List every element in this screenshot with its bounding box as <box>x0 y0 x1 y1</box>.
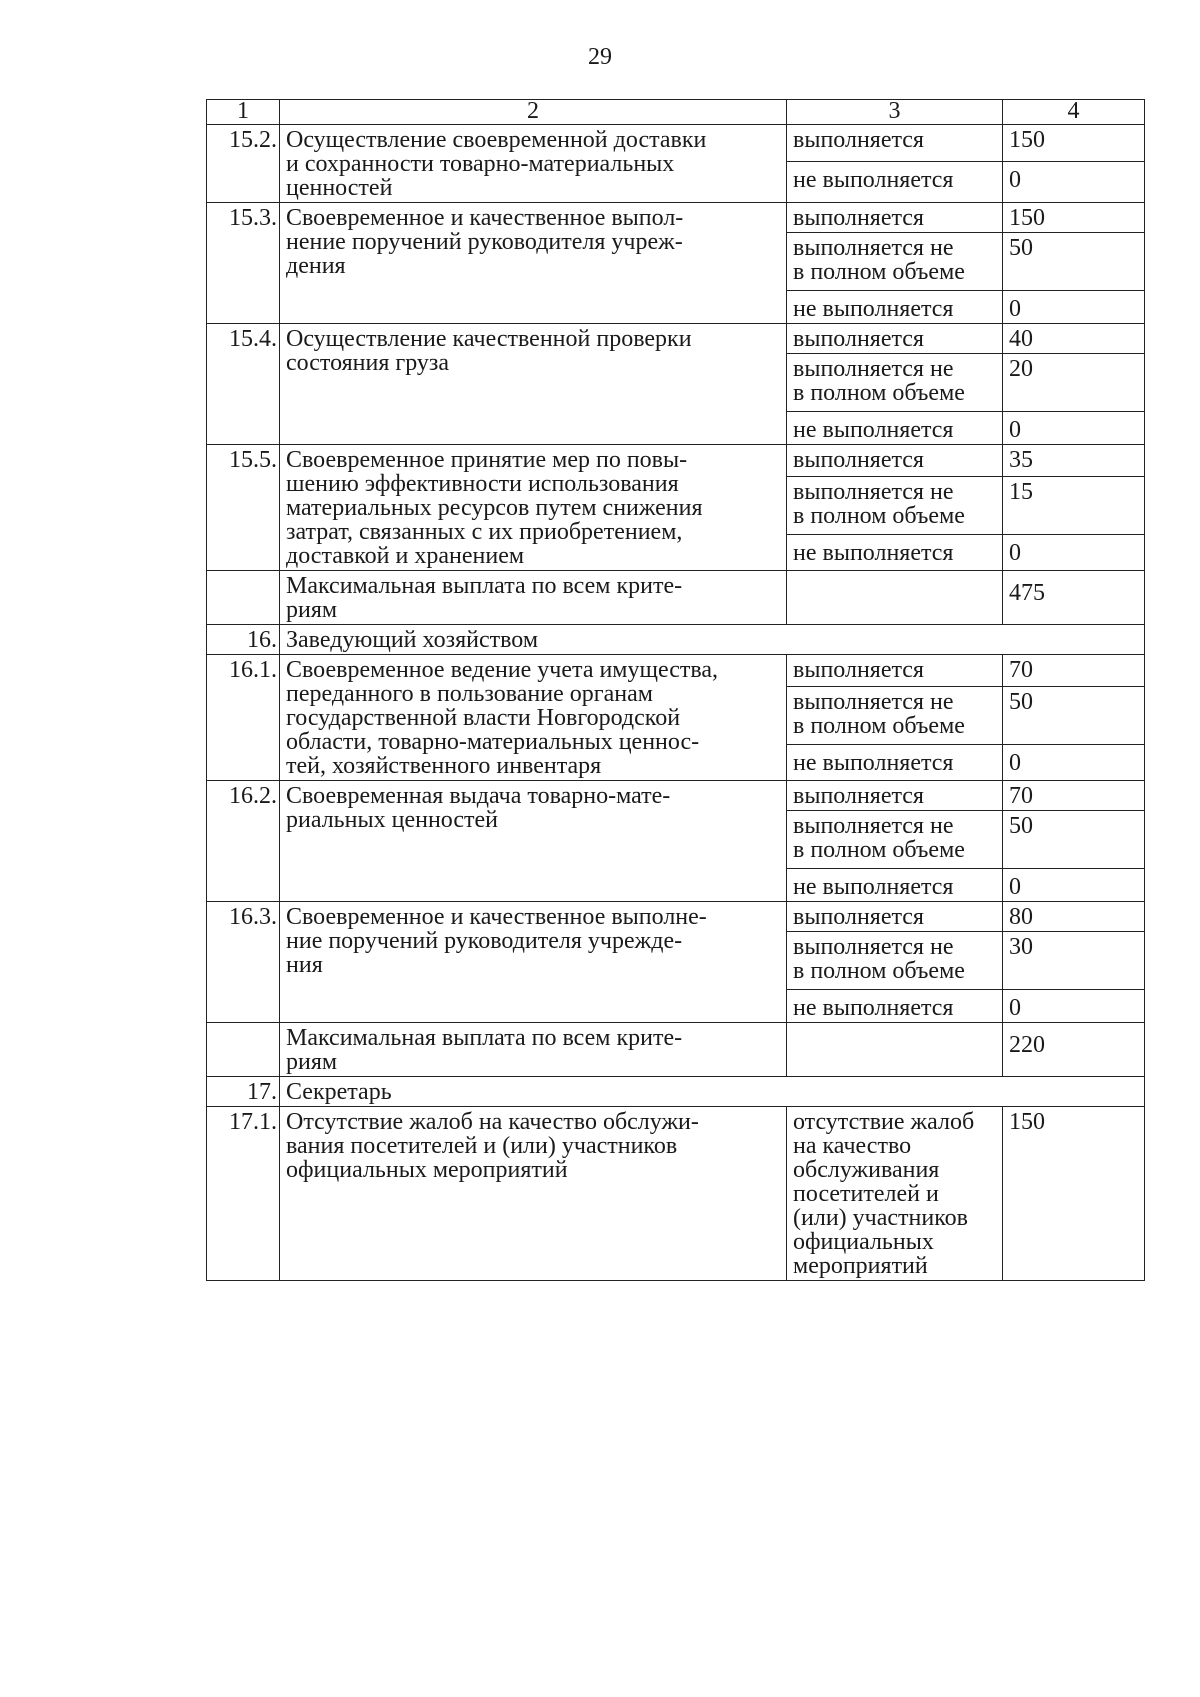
option-value: 70 <box>1003 781 1145 811</box>
section-number: 17. <box>207 1077 280 1107</box>
total-row <box>207 1023 1145 1077</box>
criterion-row <box>207 203 1145 233</box>
section-row <box>207 625 1145 655</box>
total-label: Максимальная выплата по всем крите- риям <box>280 571 787 625</box>
criterion-text: Осуществление качественной проверки состояния груза <box>280 324 787 445</box>
total-row <box>207 571 1145 625</box>
total-value: 220 <box>1003 1023 1145 1077</box>
option-status: выполняется <box>787 324 1003 354</box>
option-status: не выполняется <box>787 535 1003 571</box>
criterion-text: Своевременное и качественное выполне- ние поручений руководителя учрежде- ния <box>280 902 787 1023</box>
option-status: выполняется не в полном объеме <box>787 687 1003 745</box>
option-value: 50 <box>1003 233 1145 291</box>
option-value: 0 <box>1003 535 1145 571</box>
total-number-cell <box>207 571 280 625</box>
header-col-3: 3 <box>787 100 1003 125</box>
criterion-number: 15.4. <box>207 324 280 445</box>
option-value: 150 <box>1003 1107 1145 1281</box>
option-status: отсутствие жалоб на качество обслуживания посетителей и (или) участников официальных мероприятий <box>787 1107 1003 1281</box>
header-col-2: 2 <box>280 100 787 125</box>
criterion-text: Своевременное ведение учета имущества, переданного в пользование органам государственной власти Новгородской области, товарно-материальных ценнос- тей, хозяйственного инвентаря <box>280 655 787 781</box>
option-status: выполняется не в полном объеме <box>787 932 1003 990</box>
option-status: не выполняется <box>787 869 1003 902</box>
section-row <box>207 1077 1145 1107</box>
total-number-cell <box>207 1023 280 1077</box>
option-value: 0 <box>1003 412 1145 445</box>
option-value: 40 <box>1003 324 1145 354</box>
total-value: 475 <box>1003 571 1145 625</box>
section-title: Секретарь <box>280 1077 1145 1107</box>
option-value: 0 <box>1003 162 1145 203</box>
option-status: выполняется <box>787 125 1003 162</box>
option-status: выполняется <box>787 203 1003 233</box>
header-col-4: 4 <box>1003 100 1145 125</box>
criteria-table <box>206 99 1145 1281</box>
criterion-number: 15.2. <box>207 125 280 203</box>
option-value: 0 <box>1003 291 1145 324</box>
option-status: не выполняется <box>787 745 1003 781</box>
total-label: Максимальная выплата по всем крите- риям <box>280 1023 787 1077</box>
criterion-number: 16.3. <box>207 902 280 1023</box>
section-number: 16. <box>207 625 280 655</box>
option-value: 30 <box>1003 932 1145 990</box>
criterion-text: Своевременное принятие мер по повы- шению эффективности использования материальных ресурсов путем снижения затрат, связанных с их приобретением, доставкой и хранением <box>280 445 787 571</box>
criterion-number: 16.2. <box>207 781 280 902</box>
option-value: 0 <box>1003 869 1145 902</box>
option-value: 70 <box>1003 655 1145 687</box>
criterion-row <box>207 125 1145 162</box>
option-value: 15 <box>1003 477 1145 535</box>
option-status: не выполняется <box>787 291 1003 324</box>
criterion-number: 16.1. <box>207 655 280 781</box>
option-status: выполняется <box>787 781 1003 811</box>
option-status: выполняется не в полном объеме <box>787 233 1003 291</box>
criteria-table-body <box>207 100 1145 1281</box>
option-status: выполняется <box>787 445 1003 477</box>
option-status: выполняется не в полном объеме <box>787 354 1003 412</box>
criterion-row <box>207 902 1145 932</box>
option-status: выполняется <box>787 655 1003 687</box>
total-status-cell <box>787 1023 1003 1077</box>
option-value: 0 <box>1003 990 1145 1023</box>
option-value: 50 <box>1003 811 1145 869</box>
option-status: не выполняется <box>787 162 1003 203</box>
criterion-row <box>207 1107 1145 1281</box>
header-col-1: 1 <box>207 100 280 125</box>
option-value: 80 <box>1003 902 1145 932</box>
option-status: не выполняется <box>787 412 1003 445</box>
criterion-text: Отсутствие жалоб на качество обслужи- вания посетителей и (или) участников официальных мероприятий <box>280 1107 787 1281</box>
option-value: 150 <box>1003 203 1145 233</box>
criterion-text: Своевременное и качественное выпол- нение поручений руководителя учреж- дения <box>280 203 787 324</box>
header-row <box>207 100 1145 125</box>
option-value: 50 <box>1003 687 1145 745</box>
option-status: выполняется <box>787 902 1003 932</box>
option-value: 0 <box>1003 745 1145 781</box>
section-title: Заведующий хозяйством <box>280 625 1145 655</box>
criterion-row <box>207 655 1145 687</box>
criterion-row <box>207 324 1145 354</box>
criterion-number: 15.3. <box>207 203 280 324</box>
total-status-cell <box>787 571 1003 625</box>
page-number: 29 <box>588 44 612 70</box>
criterion-text: Своевременная выдача товарно-мате- риальных ценностей <box>280 781 787 902</box>
criterion-row <box>207 781 1145 811</box>
criterion-number: 17.1. <box>207 1107 280 1281</box>
option-status: не выполняется <box>787 990 1003 1023</box>
criterion-text: Осуществление своевременной доставки и сохранности товарно-материальных ценностей <box>280 125 787 203</box>
option-value: 35 <box>1003 445 1145 477</box>
option-status: выполняется не в полном объеме <box>787 811 1003 869</box>
option-value: 20 <box>1003 354 1145 412</box>
option-value: 150 <box>1003 125 1145 162</box>
criterion-row <box>207 445 1145 477</box>
option-status: выполняется не в полном объеме <box>787 477 1003 535</box>
criterion-number: 15.5. <box>207 445 280 571</box>
